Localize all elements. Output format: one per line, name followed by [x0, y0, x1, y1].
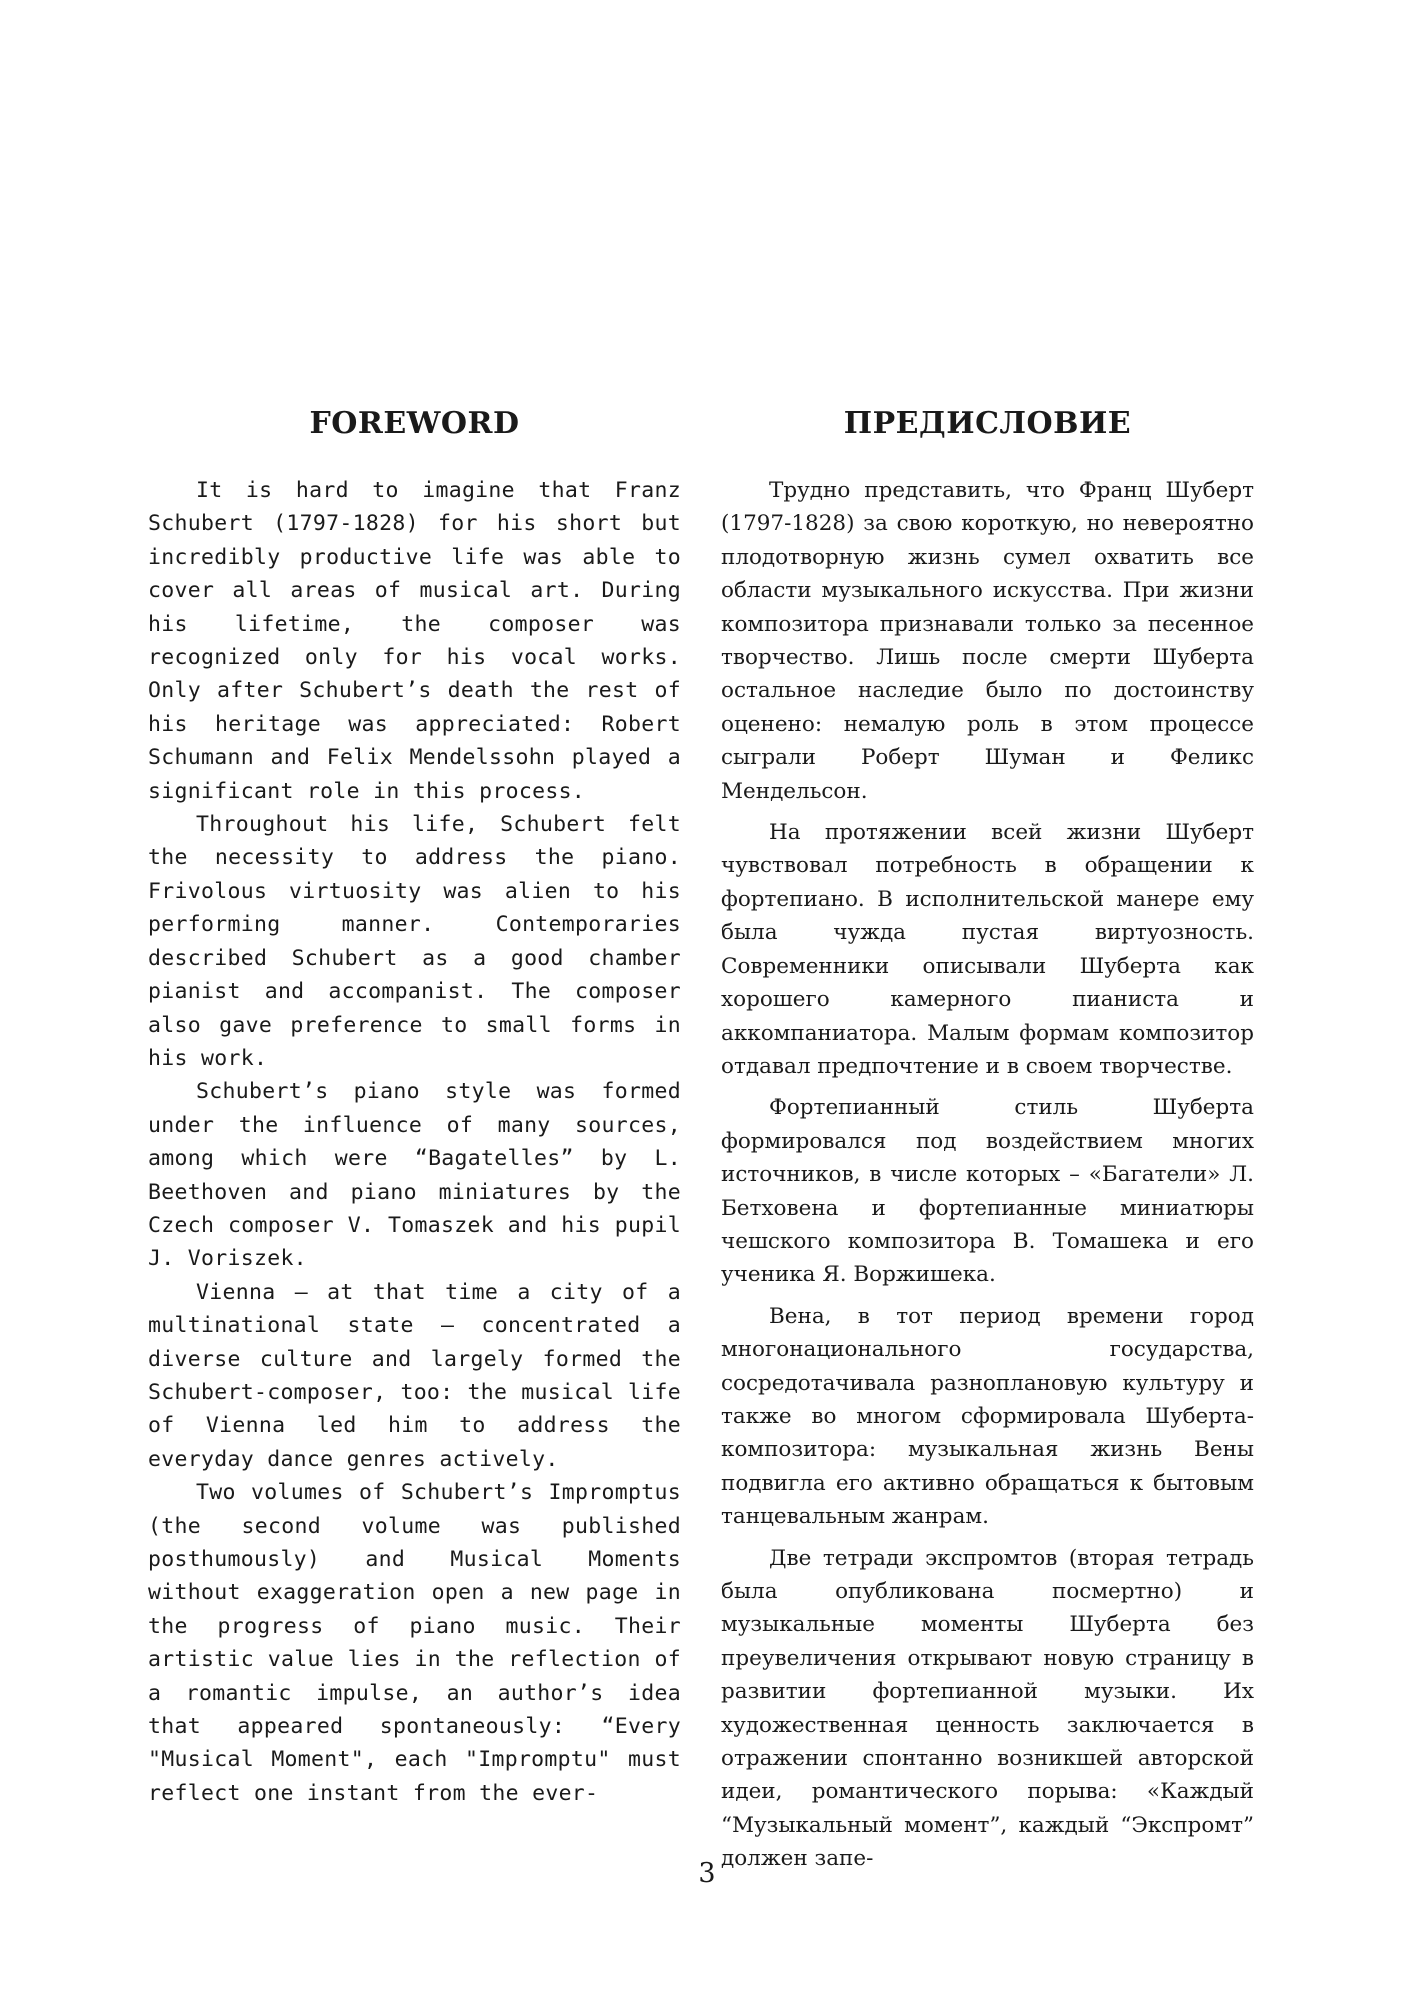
russian-paragraph-3: Фортепианный стиль Шуберта формировался под воздействием многих источников, в числе которых – «Багатели» Л. Бетховена и фортепианные миниатюры чешского композитора В. Томашека и его ученика Я. Воржишека.: [721, 1095, 1254, 1288]
english-column: [148, 400, 681, 1810]
page-number: 3: [698, 1858, 716, 1889]
russian-paragraph-4: Вена, в тот период времени город многонационального государства, сосредотачивала разноплановую культуру и также во многом сформировала Шуберта-композитора: музыкальная жизнь Вены подвигла его активно обращаться к бытовым танцевальным жанрам.: [721, 1303, 1254, 1530]
russian-paragraph-2: На протяжении всей жизни Шуберт чувствовал потребность в обращении к фортепиано. В исполнительской манере ему была чужда пустая виртуозность. Современники описывали Шуберта как хорошего камерного пианиста и аккомпаниатора. Малым формам композитор отдавал предпочтение и в своем творчестве.: [721, 820, 1254, 1079]
english-title: FOREWORD: [309, 406, 520, 441]
english-paragraph-5: Two volumes of Schubert’s Impromptus (the second volume was published posthumously) and Musical Moments without exaggeration open a new page in the progress of piano music. Their artistic value lies in the reflection of a romantic impulse, an author’s idea that appeared spontaneously: “Every "Musical Moment", each "Impromptu" must reflect one instant from the ever-: [148, 1480, 681, 1806]
english-paragraph-3: Schubert’s piano style was formed under the influence of many sources, among which were “Bagatelles” by L. Beethoven and piano miniatures by the Czech composer V. Tomaszek and his pupil J. Voriszek.: [148, 1079, 681, 1272]
english-paragraph-4: Vienna – at that time a city of a multinational state – concentrated a diverse culture and largely formed the Schubert-composer, too: the musical life of Vienna led him to address the everyday dance genres actively.: [148, 1279, 681, 1472]
russian-paragraph-5: Две тетради экспромтов (вторая тетрадь была опубликована посмертно) и музыкальные моменты Шуберта без преувеличения открывают новую страницу в развитии фортепианной музыки. Их художественная ценность заключается в отражении спонтанно возникшей авторской идеи, романтического порыва: «Каждый “Музыкальный момент”, каждый “Экспромт” должен запе-: [721, 1545, 1254, 1872]
english-paragraph-2: Throughout his life, Schubert felt the necessity to address the piano. Frivolous virtuosity was alien to his performing manner. Contemporaries described Schubert as a good chamber pianist and accompanist. The composer also gave preference to small forms in his work.: [148, 812, 681, 1071]
russian-column: [721, 400, 1254, 1876]
russian-paragraph-1: Трудно представить, что Франц Шуберт (1797-1828) за свою короткую, но невероятно плодотворную жизнь сумел охватить все области музыкального искусства. При жизни композитора признавали только за песенное творчество. Лишь после смерти Шуберта остальное наследие было по достоинству оценено: немалую роль в этом процессе сыграли Роберт Шуман и Феликс Мендельсон.: [721, 478, 1254, 804]
russian-title: ПРЕДИСЛОВИЕ: [843, 406, 1132, 441]
english-paragraph-1: It is hard to imagine that Franz Schubert (1797-1828) for his short but incredibly productive life was able to cover all areas of musical art. During his lifetime, the composer was recognized only for his vocal works. Only after Schubert’s death the rest of his heritage was appreciated: Robert Schumann and Felix Mendelssohn played a significant role in this process.: [148, 478, 681, 804]
